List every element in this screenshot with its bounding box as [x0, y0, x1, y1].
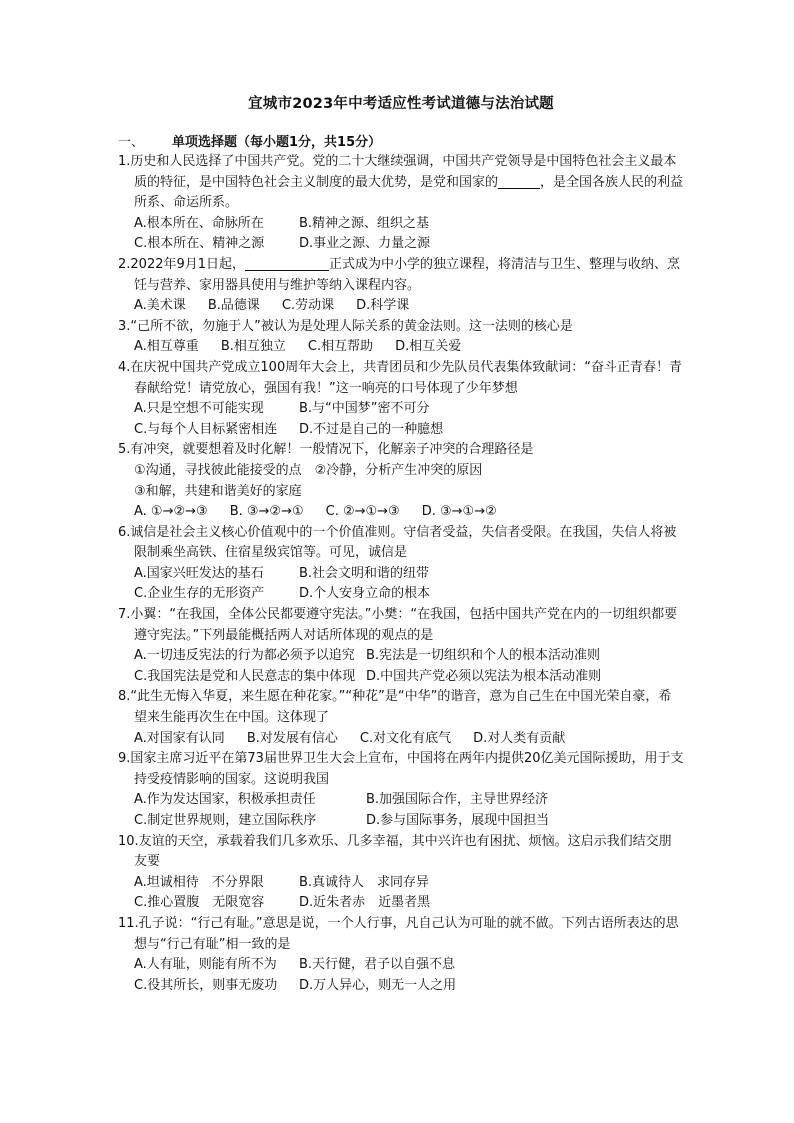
answer-blank [245, 256, 329, 271]
options-row [118, 584, 684, 605]
question-8 [118, 687, 684, 749]
option-c: C.根本所在、精神之源 [134, 236, 265, 252]
option-d: D.中国共产党必须以宪法为根本活动准则 [366, 668, 602, 684]
option-a: A.坦诚相待 不分界限 [134, 874, 264, 890]
options-row [118, 296, 684, 317]
option-a: A.只是空想不可能实现 [134, 401, 264, 417]
options-row [118, 955, 684, 976]
option-a: A.作为发达国家，积极承担责任 [134, 792, 316, 808]
exam-title: 宜城市2023年中考适应性考试道德与法治试题 [248, 96, 554, 112]
option-a: A. ①→②→③ [134, 504, 208, 520]
options-row [118, 564, 684, 585]
option-c: C.对文化有底气 [359, 730, 452, 746]
option-a: A.根本所在、命脉所在 [134, 215, 264, 231]
option-b: B.宪法是一切组织和个人的根本活动准则 [366, 648, 601, 664]
option-a: A.国家兴旺发达的基石 [134, 565, 264, 581]
question-7 [118, 605, 684, 687]
option-d: D.近朱者赤 近墨者黑 [299, 895, 431, 911]
options-row [118, 790, 684, 811]
section-number: 一、 [118, 135, 145, 150]
question-5 [118, 440, 684, 522]
option-c: C.与每个人目标紧密相连 [134, 421, 278, 437]
option-c: C. ②→①→③ [325, 504, 400, 520]
options-row [118, 976, 684, 997]
option-b: B.对发展有信心 [246, 730, 338, 746]
option-c: C.推心置腹 无限宽容 [134, 895, 265, 911]
option-d: D.对人类有贡献 [473, 730, 566, 746]
option-a: A.人有耻，则能有所不为 [134, 957, 277, 973]
question-3 [118, 317, 684, 358]
option-c: C.役其所长，则事无废功 [134, 977, 278, 993]
option-c: C.我国宪法是党和人民意志的集中体现 [134, 668, 356, 684]
question-stem: 9.国家主席习近平在第73届世界卫生大会上宣布，中国将在两年内提供20亿美元国际援助，用于支持受疫情影响的国家。这说明我国 [118, 751, 684, 787]
statement-line: ③和解，共建和谐美好的家庭 [134, 483, 302, 499]
options-row [118, 893, 684, 914]
question-10 [118, 832, 684, 914]
options-row [118, 502, 684, 523]
options-row [118, 667, 684, 688]
option-c: C.企业生存的无形资产 [134, 586, 265, 602]
question-2 [118, 255, 684, 317]
question-stem: 4.在庆祝中国共产党成立100周年大会上，共青团员和少先队员代表集体致献词：“奋斗正青春！青春献给党！请党放心，强国有我！”这一响亮的口号体现了少年梦想 [118, 359, 682, 396]
section-heading [118, 131, 684, 150]
option-d: D.个人安身立命的根本 [299, 586, 431, 602]
option-a: A.相互尊重 [134, 339, 199, 355]
options-row [118, 646, 684, 667]
question-stem: 3.“己所不欲，勿施于人”被认为是处理人际关系的黄金法则。这一法则的核心是 [118, 318, 573, 334]
question-stem: 2.2022年9月1日起， 正式成为中小学的独立课程，将清洁与卫生、整理与收纳、烹饪与营养、家用器具使用与维护等纳入课程内容。 [118, 256, 681, 293]
section-title: 单项选择题（每小题1分，共15分） [172, 135, 382, 150]
option-d: D. ③→①→② [421, 504, 497, 520]
option-b: B.天行健，君子以自强不息 [299, 957, 456, 973]
option-a: A.对国家有认同 [134, 730, 225, 746]
statement-line: ①沟通，寻找彼此能接受的点 ②冷静，分析产生冲突的原因 [134, 462, 483, 478]
options-row [118, 214, 684, 235]
options-row [118, 729, 684, 750]
question-11 [118, 914, 684, 996]
option-d: D.相互关爱 [395, 339, 462, 355]
option-b: B.真诚待人 求同存异 [299, 874, 430, 890]
question-stem: 8.“此生无悔入华夏，来生愿在种花家。”“种花”是“中华”的谐音，意为自己生在中国光荣自豪，希望来生能再次生在中国。这体现了 [118, 689, 672, 726]
option-b: B.与“中国梦”密不可分 [299, 401, 430, 417]
options-row [118, 337, 684, 358]
option-d: D.万人异心，则无一人之用 [299, 977, 457, 993]
question-stem: 6.诚信是社会主义核心价值观中的一个价值准则。守信者受益，失信者受限。在我国，失信人将被限制乘坐高铁、住宿星级宾馆等。可见，诚信是 [118, 524, 677, 561]
options-row [118, 420, 684, 441]
options-row [118, 234, 684, 255]
option-a: A.一切违反宪法的行为都必须予以追究 [134, 648, 355, 664]
option-c: C.相互帮助 [307, 339, 374, 355]
option-c: C.制定世界规则，建立国际秩序 [134, 813, 317, 828]
question-1 [118, 152, 684, 255]
option-d: D.参与国际事务，展现中国担当 [366, 813, 550, 828]
option-d: D.事业之源、力量之源 [299, 236, 431, 252]
options-row [118, 399, 684, 420]
question-9 [118, 749, 684, 831]
option-b: B.品德课 [207, 298, 260, 314]
option-b: B. ③→②→① [229, 504, 304, 520]
question-stem: 11.孔子说：“行己有耻。”意思是说，一个人行事，凡自己认为可耻的就不做。下列古语所表达的思想与“行己有耻”相一致的是 [118, 915, 679, 952]
options-row [118, 873, 684, 894]
option-b: B.加强国际合作，主导世界经济 [366, 792, 549, 808]
option-b: B.精神之源、组织之基 [299, 215, 430, 231]
answer-blank [498, 174, 540, 189]
question-4 [118, 358, 684, 440]
option-a: A.美术课 [134, 298, 186, 314]
question-stem: 10.友谊的天空，承载着我们几多欢乐、几多幸福，其中兴许也有困扰、烦恼。这启示我们结交朋友要 [118, 833, 672, 870]
option-c: C.劳动课 [281, 298, 335, 314]
question-stem: 5.有冲突，就要想着及时化解！一般情况下，化解亲子冲突的合理路径是 [118, 442, 534, 458]
options-row [118, 811, 684, 832]
option-d: D.科学课 [356, 298, 410, 314]
question-stem: 1.历史和人民选择了中国共产党。党的二十大继续强调，中国共产党领导是中国特色社会主义最本质的特征，是中国特色社会主义制度的最大优势，是党和国家的 ，是全国各族人民的利益所系、命运所系。 [118, 154, 684, 211]
question-stem: 7.小翼：“在我国，全体公民都要遵守宪法。”小樊：“在我国，包括中国共产党在内的一切组织都要遵守宪法。”下列最能概括两人对话所体现的观点的是 [118, 607, 678, 643]
option-b: B.社会文明和谐的纽带 [299, 565, 430, 581]
option-d: D.不过是自己的一种臆想 [299, 421, 444, 437]
option-b: B.相互独立 [220, 339, 286, 355]
question-6 [118, 523, 684, 605]
